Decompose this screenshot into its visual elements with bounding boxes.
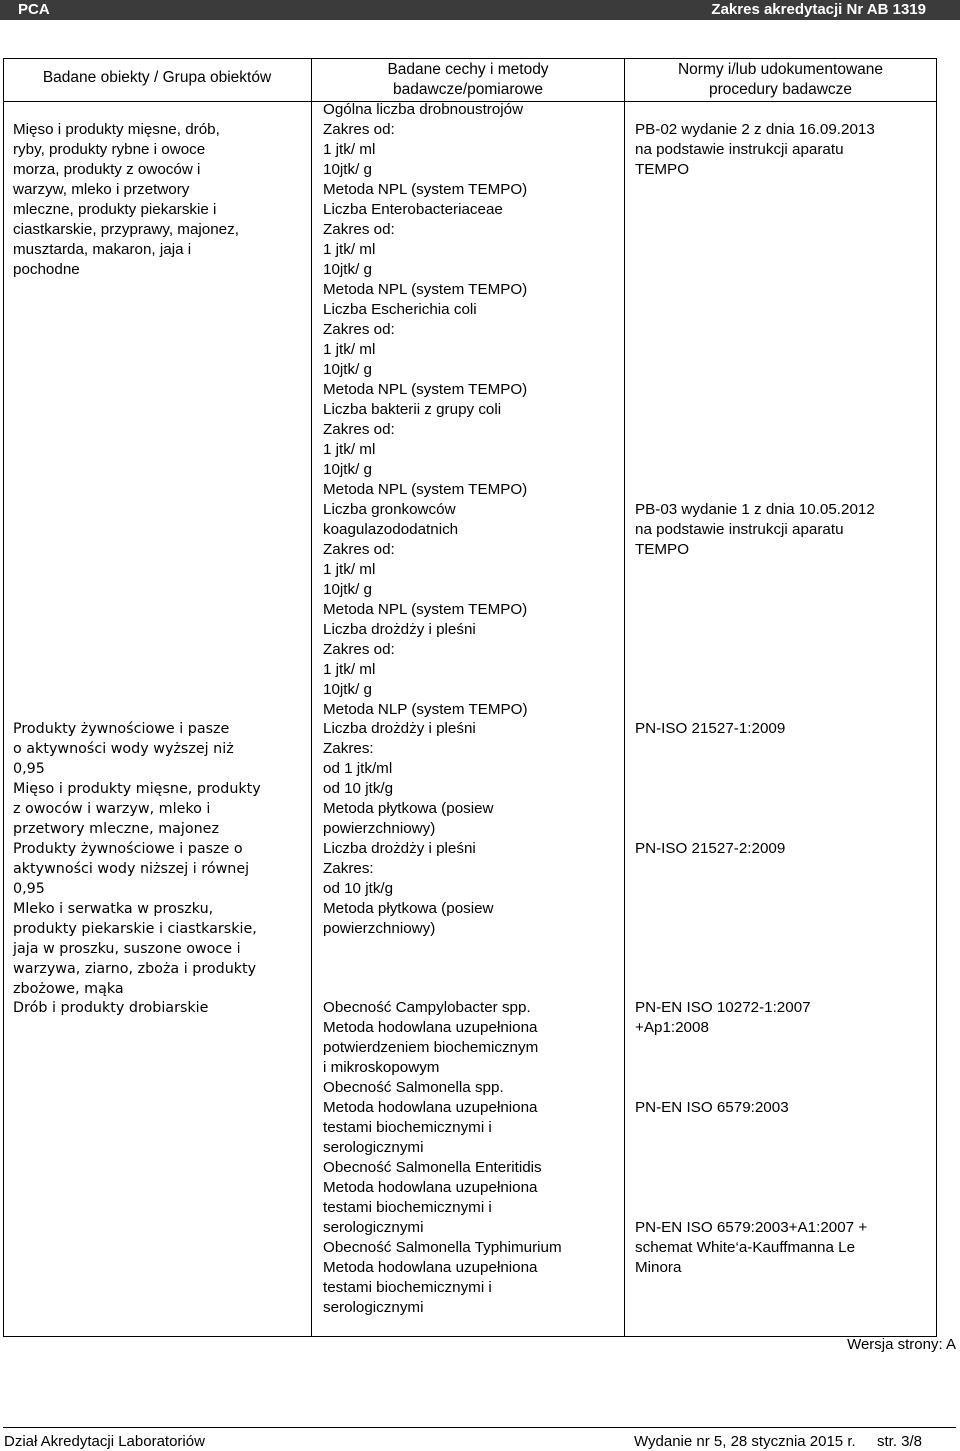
- standards-group-1: PB-02 wydanie 2 z dnia 16.09.2013 na podstawie instrukcji aparatu TEMPO: [635, 121, 875, 178]
- column-header-methods: Badane cechy i metody badawcze/pomiarowe: [387, 61, 549, 98]
- column-header-objects: Badane obiekty / Grupa obiektów: [42, 69, 272, 86]
- methods-group-1: Ogólna liczba drobnoustrojów Zakres od: 1 jtk/ ml 10jtk/ g Metoda NPL (system TEMPO) Liczba Enterobacteriaceae Zakres od: 1 jtk/ ml 10jtk/ g Metoda NPL (system TEMPO) Liczba Escherichia coli Zakres od: 1 jtk/ ml 10jtk/ g Metoda NPL (system TEMPO) Liczba bakterii z grupy coli Zakres od: 1 jtk/ ml 10jtk/ g Metoda NPL (system TEMPO) Liczba gronkowców koagulazododatnich Zakres od: 1 jtk/ ml 10jtk/ g Metoda NPL (system TEMPO) Liczba drożdży i pleśni Zakres od: 1 jtk/ ml 10jtk/ g Metoda NLP (system TEMPO): [323, 101, 528, 718]
- objects-group-3: Drób i produkty drobiarskie: [13, 1000, 209, 1016]
- standards-group-5: PN-EN ISO 10272-1:2007 +Ap1:2008: [635, 999, 811, 1036]
- page-header: [0, 0, 960, 19]
- objects-group-2: Produkty żywnościowe i pasze o aktywności wody wyższej niż 0,95 Mięso i produkty mięsne, produkty z owoców i warzyw, mleko i przetwory mleczne, majonez Produkty żywnościowe i pasze o aktywności wody niższej i równej 0,95 Mleko i serwatka w proszku, produkty piekarskie i ciastkarskie, jaja w proszku, suszone owoce i warzywa, ziarno, zboża i produkty zbożowe, mąka: [13, 721, 261, 997]
- column-header-standards: Normy i/lub udokumentowane procedury badawcze: [677, 61, 884, 98]
- methods-group-3: Liczba drożdży i pleśni Zakres: od 10 jtk/g Metoda płytkowa (posiew powierzchniowy): [323, 840, 494, 937]
- standards-group-3: PN-ISO 21527-1:2009: [635, 720, 786, 737]
- objects-group-1: Mięso i produkty mięsne, drób, ryby, produkty rybne i owoce morza, produkty z owoców i warzyw, mleko i przetwory mleczne, produkty piekarskie i ciastkarskie, przyprawy, majonez, musztarda, makaron, jaja i pochodne: [13, 121, 239, 278]
- methods-group-4: Obecność Campylobacter spp. Metoda hodowlana uzupełniona potwierdzeniem biochemicznym i mikroskopowym Obecność Salmonella spp. Metoda hodowlana uzupełniona testami biochemicznymi i serologicznymi Obecność Salmonella Enteritidis Metoda hodowlana uzupełniona testami biochemicznymi i serologicznymi Obecność Salmonella Typhimurium Metoda hodowlana uzupełniona testami biochemicznymi i serologicznymi: [323, 999, 562, 1316]
- standards-group-4: PN-ISO 21527-2:2009: [635, 840, 786, 857]
- standards-group-2: PB-03 wydanie 1 z dnia 10.05.2012 na podstawie instrukcji aparatu TEMPO: [635, 501, 875, 558]
- header-rule: [0, 19, 960, 20]
- column-divider-2: [624, 58, 625, 1337]
- footer-page-number: str. 3/8: [877, 1433, 923, 1450]
- methods-group-2: Liczba drożdży i pleśni Zakres: od 1 jtk/ml od 10 jtk/g Metoda płytkowa (posiew powierzchniowy): [323, 720, 494, 837]
- standards-group-7: PN-EN ISO 6579:2003+A1:2007 + schemat White‘a-Kauffmanna Le Minora: [635, 1219, 868, 1276]
- header-left: PCA: [18, 1, 50, 18]
- standards-group-6: PN-EN ISO 6579:2003: [635, 1099, 789, 1116]
- column-divider-1: [311, 58, 312, 1337]
- footer-edition: Wydanie nr 5, 28 stycznia 2015 r.: [634, 1433, 856, 1450]
- footer-rule: [3, 1427, 956, 1428]
- page-version: Wersja strony: A: [847, 1336, 956, 1353]
- header-right: Zakres akredytacji Nr AB 1319: [711, 1, 926, 18]
- footer-department: Dział Akredytacji Laboratoriów: [4, 1433, 205, 1450]
